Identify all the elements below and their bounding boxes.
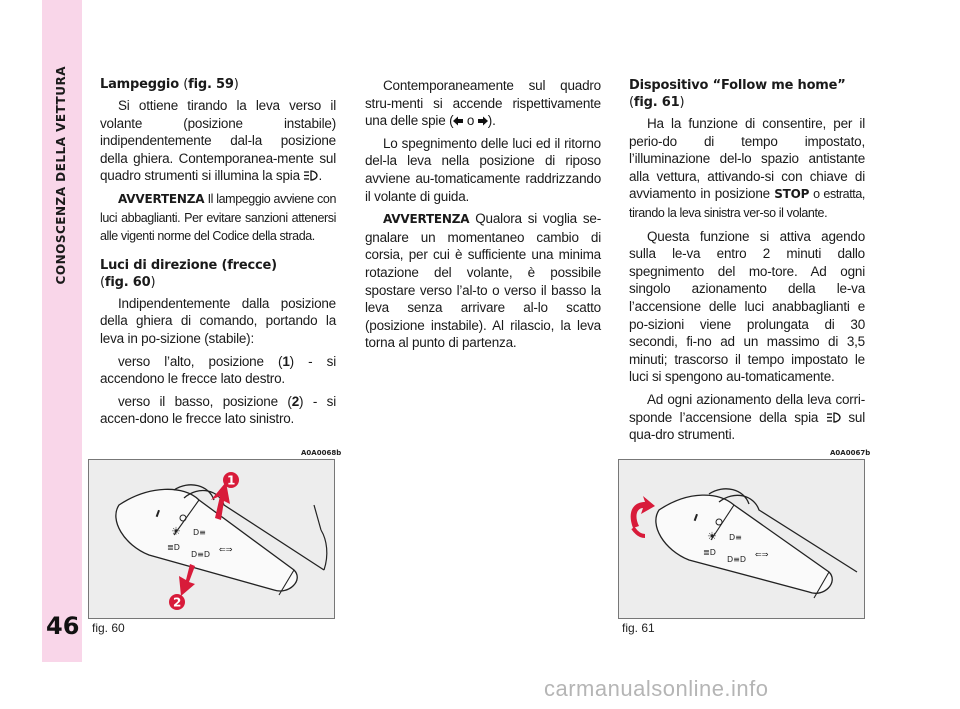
- rotate-arrow-icon: [631, 496, 655, 536]
- lever-illustration: [619, 460, 864, 618]
- heading-turn-signals: Luci di direzione (frecce) (fig. 60): [100, 257, 277, 290]
- figure-caption: fig. 61: [622, 621, 655, 635]
- svg-text:D≡D: D≡D: [191, 550, 211, 559]
- figure-code: A0A0068b: [301, 449, 342, 457]
- text-column-2: [365, 77, 601, 357]
- paragraph: Questa funzione si attiva agendo sulla le-va entro 2 minuti dallo spegnimento del mo-tore. Ad ogni singolo azionamento della le-va l’accensione delle luci anabbaglianti e po-sizioni viene prolungata di 30 secondi, fi-no ad un massimo di 3,5 minuti; trascorso il tempo impostato le luci si spengono au-tomaticamente.: [629, 228, 865, 385]
- warning-note: AVVERTENZA Il lampeggio avviene con luci abbaglianti. Per evitare sanzioni attenersi alle vigenti norme del Codice della strada.: [100, 191, 336, 244]
- paragraph: verso l’alto, posizione (1) - si accendono le frecce lato destro.: [100, 353, 336, 387]
- svg-text:2: 2: [173, 595, 182, 610]
- svg-text:☀: ☀: [707, 530, 717, 543]
- lever-illustration: [89, 460, 334, 618]
- svg-text:☀: ☀: [171, 525, 181, 538]
- watermark: carmanualsonline.info: [544, 676, 769, 701]
- warning-note: AVVERTENZA Qualora si voglia se-gnalare un momentaneo cambio di corsia, per cui è sufficiente una minima rotazione del volante, è possibile spostare verso l’al-to o verso il basso la leva senza arrivare al-lo scatto (posizione instabile). Al rilascio, la leva torna al punto di partenza.: [365, 211, 601, 351]
- paragraph: Ad ogni azionamento della leva corri-sponde l’accensione della spia sul qua-dro strumenti.: [629, 391, 865, 443]
- svg-text:≣D: ≣D: [167, 543, 180, 552]
- figure-61: [618, 459, 865, 619]
- heading-follow-me-home: Dispositivo “Follow me home” (fig. 61): [629, 78, 846, 110]
- paragraph: Indipendentemente dalla posizione della ghiera di comando, portando la leva in po-sizione (stabile):: [100, 295, 336, 346]
- figure-code: A0A0067b: [830, 449, 871, 457]
- paragraph: Ha la funzione di consentire, per il perio-do di tempo impostato, l’illuminazione del-lo spazio antistante alla vettura, attivando-si con chiave di avviamento in posizione STOP o estratta, tirando la leva sinistra ver-so il volante.: [629, 116, 865, 220]
- position-1-marker: [223, 472, 239, 488]
- arrow-right-icon: [478, 116, 488, 126]
- paragraph: Lo spegnimento delle luci ed il ritorno del-la leva nella posizione di riposo avviene au-tomaticamente raddrizzando il volante di guida.: [365, 135, 601, 204]
- paragraph: verso il basso, posizione (2) - si accen-dono le frecce lato sinistro.: [100, 393, 336, 427]
- arrow-left-icon: [453, 116, 463, 126]
- text-column-3: [629, 77, 865, 449]
- paragraph: Si ottiene tirando la leva verso il volante (posizione instabile) indipendentemente dal-la posizione della ghiera. Contemporanea-mente sul quadro strumenti si illumina la spia .: [100, 98, 336, 184]
- text-column-1: [100, 76, 336, 433]
- svg-text:≣D: ≣D: [703, 548, 716, 557]
- paragraph: Contemporaneamente sul quadro stru-menti si accende rispettivamente una delle spie ( o ).: [365, 78, 601, 129]
- svg-text:⇐⇒: ⇐⇒: [219, 545, 233, 554]
- svg-text:D≡D: D≡D: [727, 555, 747, 564]
- figure-60: [88, 459, 335, 619]
- position-2-marker: [169, 594, 185, 610]
- page-number: 46: [46, 612, 80, 640]
- svg-text:D≡: D≡: [729, 533, 742, 542]
- arrow-down-icon: [179, 564, 195, 596]
- figure-caption: fig. 60: [92, 621, 125, 635]
- svg-text:⇐⇒: ⇐⇒: [755, 550, 769, 559]
- high-beam-icon: [303, 170, 318, 181]
- svg-text:D≡: D≡: [193, 528, 206, 537]
- heading-flashing: Lampeggio (fig. 59): [100, 77, 239, 92]
- high-beam-icon: [826, 412, 841, 423]
- svg-text:1: 1: [227, 473, 236, 488]
- section-title: CONOSCENZA DELLA VETTURA: [54, 66, 68, 285]
